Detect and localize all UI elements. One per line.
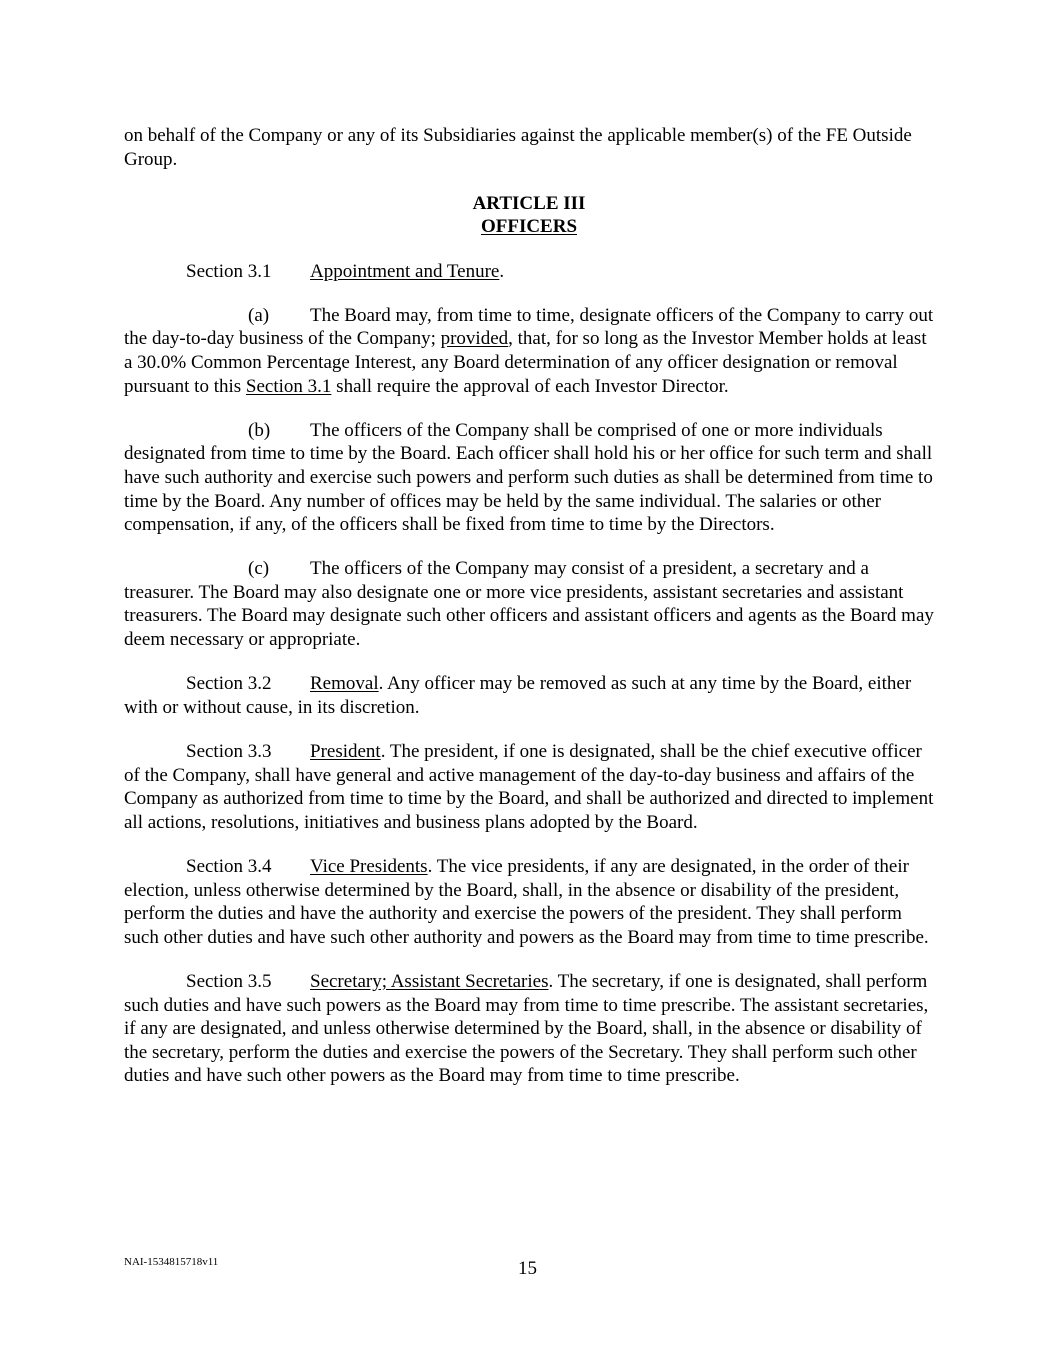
section-3-1-a-text-2: , that, for so long as the Investor Member holds at least a 30.0% Common Percentage Interest, any Board determination of any officer designation or removal pursuant to this xyxy=(124,328,927,397)
section-3-4-title: Vice Presidents xyxy=(310,856,428,877)
section-3-2-number: Section 3.2 xyxy=(186,673,272,695)
section-3-1-a-text-1: The Board may, from time to time, designate officers of the Company to carry out the day-to-day business of the Company; xyxy=(124,304,934,350)
section-3-3-text: . The president, if one is designated, shall be the chief executive officer of the Company, shall have general and active management of the day-to-day business and affairs of the Company as authorized from time to time by the Board, and shall be authorized and directed to implement all actions, resolutions, initiatives and business plans adopted by the Board. xyxy=(124,741,934,833)
section-3-4-number: Section 3.4 xyxy=(186,856,272,877)
article-heading xyxy=(124,192,934,239)
section-3-5-text: . The secretary, if one is designated, shall perform such duties and have such powers as the Board may from time to time prescribe. The assistant secretaries, if any are designated, and unless otherwise determined by the Board, shall, in the absence or disability of the secretary, perform the duties and exercise the powers of the Secretary. They shall perform such other duties and have such other powers as the Board may from time to time prescribe. xyxy=(124,970,929,1087)
section-3-5-title: Secretary; Assistant Secretaries xyxy=(310,970,549,992)
section-3-2 xyxy=(124,672,934,719)
section-3-1-heading xyxy=(124,260,934,284)
section-3-1-reference: Section 3.1 xyxy=(245,375,332,397)
section-3-1-b xyxy=(124,419,934,537)
section-3-2-title: Removal xyxy=(310,673,379,695)
section-3-1-a xyxy=(124,304,934,398)
section-3-1-c xyxy=(124,557,934,651)
document-id: NAI-1534815718v11 xyxy=(124,1256,219,1268)
article-number: ARTICLE III xyxy=(472,192,586,214)
section-3-1-period: . xyxy=(499,260,505,282)
section-3-1-b-label: (b) xyxy=(248,419,271,441)
section-3-1-b-text: The officers of the Company shall be comprised of one or more individuals designated from time to time by the Board. Each officer shall hold his or her office for such term and shall have such authority and exercise such powers and perform such duties as shall be determined from time to time by the Board. Any number of offices may be held by the same individual. The salaries or other compensation, if any, of the officers shall be fixed from time to time by the Directors. xyxy=(124,419,933,536)
section-3-1-number: Section 3.1 xyxy=(186,260,272,282)
section-3-1-a-text-3: shall require the approval of each Investor Director. xyxy=(331,375,729,397)
page-number: 15 xyxy=(518,1258,537,1279)
section-3-4-text: . The vice presidents, if any are designated, in the order of their election, unless otherwise determined by the Board, shall, in the absence or disability of the president, perform the duties and have the authority and exercise the powers of the president. They shall perform such other duties and have such other authority and powers as the Board may from time to time prescribe. xyxy=(124,856,929,948)
section-3-5-number: Section 3.5 xyxy=(186,970,272,992)
intro-paragraph: on behalf of the Company or any of its Subsidiaries against the applicable member(s) of the FE Outside Group. xyxy=(124,125,912,170)
provided-term: provided xyxy=(440,328,509,350)
section-3-2-text: . Any officer may be removed as such at any time by the Board, either with or without cause, in its discretion. xyxy=(124,673,912,718)
section-3-5 xyxy=(124,970,934,1088)
section-3-3-title: President xyxy=(310,741,381,763)
section-3-1-a-label: (a) xyxy=(248,304,270,326)
article-title: OFFICERS xyxy=(480,216,578,238)
section-3-4 xyxy=(124,855,934,949)
section-3-1-c-label: (c) xyxy=(248,558,270,580)
section-3-3-number: Section 3.3 xyxy=(186,741,272,763)
document-page xyxy=(124,124,934,1109)
section-3-3 xyxy=(124,740,934,834)
section-3-1-c-text: The officers of the Company may consist of a president, a secretary and a treasurer. The Board may also designate one or more vice presidents, assistant secretaries and assistant treasurers. The Board may designate such other officers and assistant officers and agents as the Board may deem necessary or appropriate. xyxy=(124,558,934,651)
section-3-1-title: Appointment and Tenure xyxy=(310,260,500,282)
